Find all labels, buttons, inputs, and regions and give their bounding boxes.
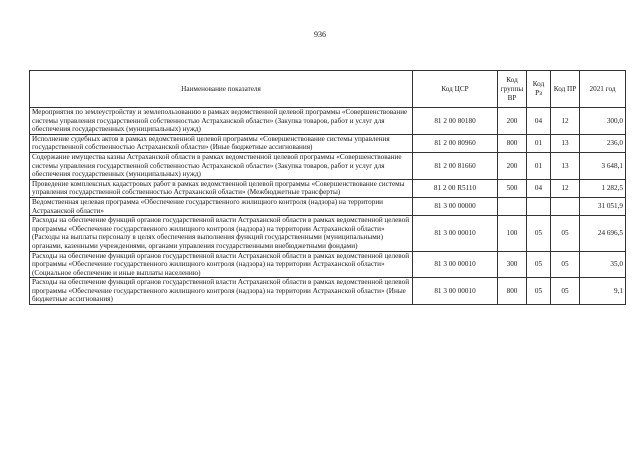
row-csr: 81 2 00 80180 (413, 108, 498, 135)
row-vr (498, 197, 527, 215)
row-name: Проведение комплексных кадастровых работ в рамках ведомственной целевой программы «Совершенствование системы управления государственной собственностью Астраханской области» (Межбюджетные трансферты) (30, 179, 413, 197)
header-pr: Код ПР (551, 71, 580, 108)
row-csr: 81 3 00 00000 (413, 197, 498, 215)
budget-table (29, 70, 626, 305)
table-row (30, 134, 626, 152)
row-rz: 05 (527, 278, 551, 305)
row-name: Расходы на обеспечение функций органов государственной власти Астраханской области в рамках ведомственной целевой программы «Обеспечение государственного жилищного контроля (надзора) на территории Астраханской области» (Социальное обеспечение и иные выплаты населению) (30, 251, 413, 278)
page-number: 936 (314, 30, 326, 39)
table-row (30, 108, 626, 135)
row-pr: 05 (551, 278, 580, 305)
table-row (30, 251, 626, 278)
row-amount: 9,1 (580, 278, 626, 305)
row-vr: 300 (498, 251, 527, 278)
row-name: Содержание имущества казны Астраханской области в рамках ведомственной целевой программы «Совершенствование системы управления государственной собственностью Астраханской области» (Закупка товаров, работ и услуг для обеспечения государственных (муниципальных) нужд) (30, 152, 413, 179)
row-vr: 800 (498, 278, 527, 305)
row-name: Исполнение судебных актов в рамках ведомственной целевой программы «Совершенствование системы управления государственной собственностью Астраханской области» (Иные бюджетные ассигнования) (30, 134, 413, 152)
row-rz (527, 197, 551, 215)
header-csr: Код ЦСР (413, 71, 498, 108)
row-pr: 12 (551, 108, 580, 135)
row-rz: 05 (527, 216, 551, 251)
row-name: Мероприятия по землеустройству и землепользованию в рамках ведомственной целевой программы «Совершенствование системы управления государственной собственностью Астраханской области» (Закупка товаров, работ и услуг для обеспечения государственных (муниципальных) нужд) (30, 108, 413, 135)
row-rz: 01 (527, 134, 551, 152)
header-name: Наименование показателя (30, 71, 413, 108)
row-vr: 200 (498, 152, 527, 179)
row-csr: 81 3 00 00010 (413, 278, 498, 305)
row-csr: 81 3 00 00010 (413, 251, 498, 278)
row-pr (551, 197, 580, 215)
row-rz: 05 (527, 251, 551, 278)
row-vr: 100 (498, 216, 527, 251)
row-csr: 81 2 00 R5110 (413, 179, 498, 197)
table-row (30, 197, 626, 215)
row-amount: 1 282,5 (580, 179, 626, 197)
row-amount: 35,0 (580, 251, 626, 278)
row-name: Расходы на обеспечение функций органов государственной власти Астраханской области в рамках ведомственной целевой программы «Обеспечение государственного жилищного контроля (надзора) на территории Астраханской области» (Иные бюджетные ассигнования) (30, 278, 413, 305)
header-rz: Код Рз (527, 71, 551, 108)
row-vr: 800 (498, 134, 527, 152)
row-amount: 236,0 (580, 134, 626, 152)
row-pr: 12 (551, 179, 580, 197)
header-vr: Код группы ВР (498, 71, 527, 108)
table-row (30, 152, 626, 179)
row-pr: 13 (551, 152, 580, 179)
row-csr: 81 2 00 80960 (413, 134, 498, 152)
row-csr: 81 2 00 81660 (413, 152, 498, 179)
row-pr: 13 (551, 134, 580, 152)
table-header-row (30, 71, 626, 108)
row-name: Расходы на обеспечение функций органов государственной власти Астраханской области в рамках ведомственной целевой программы «Обеспечение государственного жилищного контроля (надзора) на территории Астраханской области» (Расходы на выплаты персоналу в целях обеспечения выполнения функций государственными (муниципальными) органами, казенными учреждениями, органами управления государственными внебюджетными фондами) (30, 216, 413, 251)
row-amount: 24 696,5 (580, 216, 626, 251)
row-vr: 500 (498, 179, 527, 197)
row-amount: 31 051,9 (580, 197, 626, 215)
table-row (30, 216, 626, 251)
row-rz: 04 (527, 108, 551, 135)
header-year: 2021 год (580, 71, 626, 108)
row-csr: 81 3 00 00010 (413, 216, 498, 251)
row-amount: 3 648,1 (580, 152, 626, 179)
table-row (30, 179, 626, 197)
row-rz: 04 (527, 179, 551, 197)
row-amount: 300,0 (580, 108, 626, 135)
row-rz: 01 (527, 152, 551, 179)
table-row (30, 278, 626, 305)
row-name: Ведомственная целевая программа «Обеспечение государственного жилищного контроля (надзора) на территории Астраханской области» (30, 197, 413, 215)
row-pr: 05 (551, 216, 580, 251)
row-pr: 05 (551, 251, 580, 278)
row-vr: 200 (498, 108, 527, 135)
